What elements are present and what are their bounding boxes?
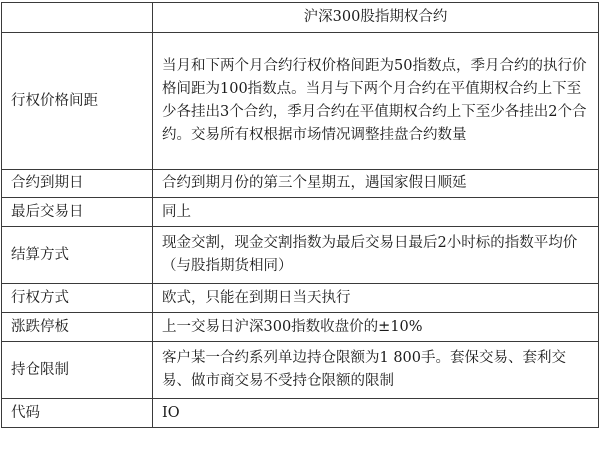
- contract-spec-table: [1, 2, 599, 428]
- row-label: 行权价格间距: [2, 33, 153, 170]
- row-value: 现金交割，现金交割指数为最后交易日最后2小时标的指数平均价（与股指期货相同）: [153, 227, 599, 284]
- row-label: 持仓限制: [2, 342, 153, 399]
- table-row: [2, 170, 599, 198]
- row-label: 最后交易日: [2, 198, 153, 227]
- row-label: 行权方式: [2, 284, 153, 313]
- row-value: 客户某一合约系列单边持仓限额为1 800手。套保交易、套利交易、做市商交易不受持仓限额的限制: [153, 342, 599, 399]
- table-header-row: [2, 3, 599, 33]
- row-value: 合约到期月份的第三个星期五，遇国家假日顺延: [153, 170, 599, 198]
- row-value: 欧式，只能在到期日当天执行: [153, 284, 599, 313]
- table-row: [2, 33, 599, 170]
- table-row: [2, 198, 599, 227]
- row-value: 上一交易日沪深300指数收盘价的±10%: [153, 313, 599, 342]
- table-title: 沪深300股指期权合约: [153, 3, 599, 33]
- row-value: IO: [153, 399, 599, 428]
- row-label: 结算方式: [2, 227, 153, 284]
- header-empty-cell: [2, 3, 153, 33]
- table-row: [2, 313, 599, 342]
- table-row: [2, 342, 599, 399]
- row-value: 同上: [153, 198, 599, 227]
- table-row: [2, 399, 599, 428]
- row-label: 涨跌停板: [2, 313, 153, 342]
- row-label: 合约到期日: [2, 170, 153, 198]
- row-label: 代码: [2, 399, 153, 428]
- row-value: 当月和下两个月合约行权价格间距为50指数点，季月合约的执行价格间距为100指数点。当月与下两个月合约在平值期权合约上下至少各挂出3个合约，季月合约在平值期权合约上下至少各挂出2个合约。交易所有权根据市场情况调整挂盘合约数量: [153, 33, 599, 170]
- table-row: [2, 227, 599, 284]
- table-row: [2, 284, 599, 313]
